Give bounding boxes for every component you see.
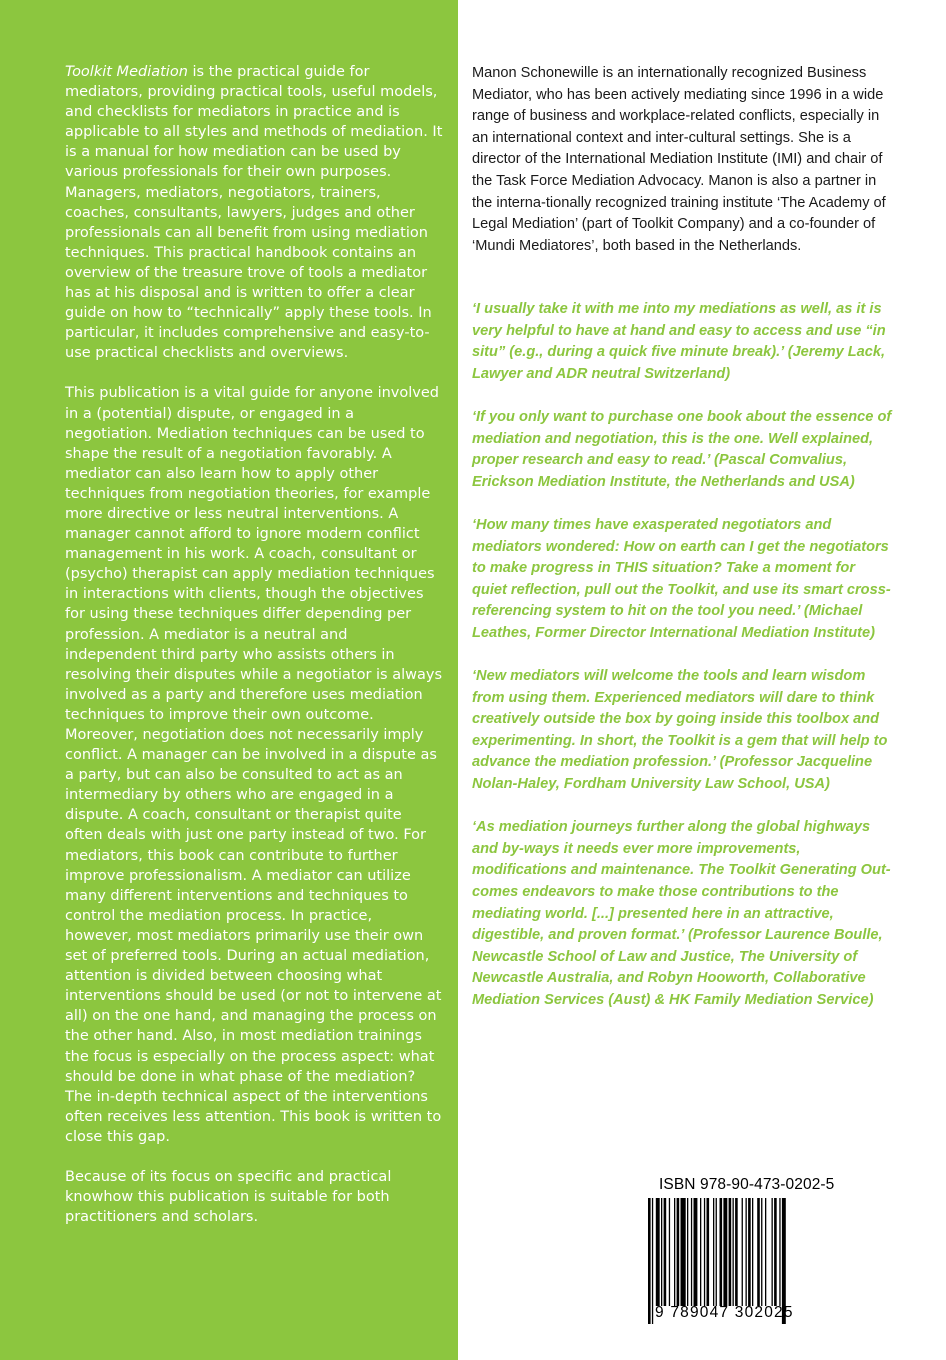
author-bio: Manon Schonewille is an internationally recognized Business Mediator, who has been actively mediating since 1996 in a wide range of business and workplace-related conflicts, especially in an international context and inter-cultural settings. She is a director of the International Mediation Institute (IMI) and chair of the Task Force Mediation Advocacy. Manon is also a partner in the interna-tionally recognized training institute ‘The Academy of Legal Mediation’ (part of Toolkit Company) and a co-founder of ‘Mundi Mediatores’, both based in the Netherlands. — [472, 65, 886, 254]
barcode-digits: 9 789047 302025 — [655, 1304, 794, 1321]
left-green-panel — [0, 0, 458, 1360]
testimonials — [472, 299, 892, 1033]
isbn-label: ISBN 978-90-473-0202-5 — [659, 1176, 835, 1193]
intro-paragraph — [65, 62, 443, 363]
testimonial-quote: ‘I usually take it with me into my mediations as well, as it is very helpful to have at hand and easy to access and use “in situ” (e.g., during a quick five minute break).’ (Jeremy Lack, Lawyer and ADR neutral Switzerland) — [472, 301, 886, 382]
book-title-italic: Toolkit Mediation — [65, 64, 188, 80]
testimonial-quote: ‘As mediation journeys further along the global highways and by-ways it needs ever more improvements, modifications and maintenance. The Toolkit Generating Out- comes endeavors to make those contributions to the mediating world. [...] presented here in an attractive, digestible, and proven format.’ (Professor Laurence Boulle, Newcastle School of Law and Justice, The University of Newcastle Australia, and Robyn Hooworth, Collaborative Mediation Services (Aust) & HK Family Mediation Service) — [472, 819, 891, 1008]
main-paragraph: This publication is a vital guide for anyone involved in a (potential) dispute, or engaged in a negotiation. Mediation techniques can be used to shape the result of a negotiation favorably. A mediator can also learn how to apply other techniques from negotiation theories, for example more directive or less neutral interventions. A manager cannot afford to ignore modern conflict management in his work. A coach, consultant or (psycho) therapist can apply mediation techniques in interactions with clients, though the objectives for using these techniques differ depending per profession. A mediator is a neutral and independent third party who assists others in resolving their disputes while a negotiator is always involved as a party and therefore uses mediation techniques to improve their own outcome. Moreover, negotiation does not necessarily imply conflict. A manager can be involved in a dispute as a party, but can also be consulted to act as an intermediary by others who are engaged in a dispute. A coach, consultant or therapist quite often deals with just one party instead of two. For mediators, this book can contribute to further improve professionalism. A mediator can utilize many different interventions and techniques to control the mediation process. In practice, however, most mediators primarily use their own set of preferred tools. During an actual mediation, attention is divided between choosing what interventions should be used (or not to intervene at all) on the one hand, and managing the process on the other hand. Also, in most mediation trainings the focus is especially on the process aspect: what should be done in what phase of the mediation? The in-depth technical aspect of the interventions often receives less attention. This book is written to close this gap. — [65, 385, 443, 1145]
testimonial-quote: ‘New mediators will welcome the tools and learn wisdom from using them. Experienced mediators will dare to think creatively outside the box by going inside this toolbox and experimenting. In short, the Toolkit is a gem that will help to advance the mediation profession.’ (Professor Jacqueline Nolan-Haley, Fordham University Law School, USA) — [472, 668, 888, 793]
testimonial-quote: ‘If you only want to purchase one book about the essence of mediation and negotiation, this is the one. Well explained, proper research and easy to read.’ (Pascal Comvalius, Erickson Mediation Institute, the Netherlands and USA) — [472, 408, 892, 490]
closing-paragraph: Because of its focus on specific and practical knowhow this publication is suitable for both practitioners and scholars. — [65, 1168, 392, 1226]
intro-text: is the practical guide for mediators, providing practical tools, useful models, and checklists for mediators in practice and is applicable to all styles and methods of mediation. It is a manual for how mediation can be used by various professionals for their own purposes. Managers, mediators, negotiators, trainers, coaches, consultants, lawyers, judges and other professionals can all benefit from using mediation techniques. This practical handbook contains an overview of the treasure trove of tools a mediator has at his disposal and is written to offer a clear guide on how to “technically” apply these tools. In particular, it includes comprehensive and easy-to-use practical checklists and overviews. — [65, 64, 443, 362]
testimonial-quote: ‘How many times have exasperated negotiators and mediators wondered: How on earth can I get the negotiators to make progress in THIS situation? Take a moment for quiet reflection, pull out the Toolkit, and use its smart cross-referencing system to hit on the tool you need.’ (Michael Leathes, Former Director International Mediation Institute) — [472, 516, 891, 641]
left-description — [65, 62, 443, 1247]
